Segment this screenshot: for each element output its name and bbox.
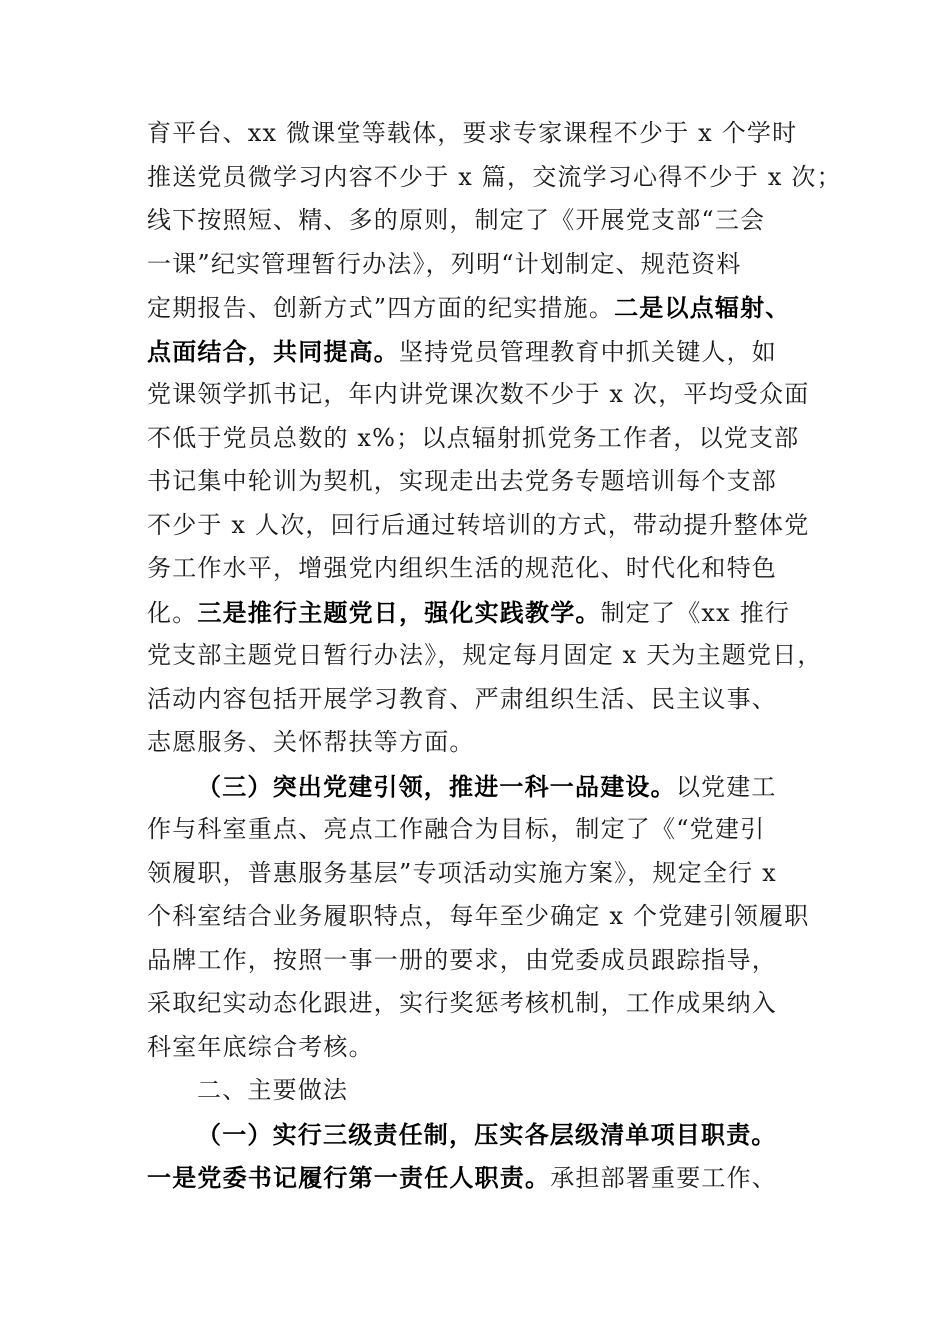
- text-run: 志愿服务、关怀帮扶等方面。: [147, 728, 475, 756]
- text-run: 品牌工作，按照一事一册的要求，由党委成员跟踪指导，: [147, 945, 777, 974]
- text-line: [147, 373, 837, 417]
- text-line: [147, 982, 837, 1026]
- text-run: 党支部主题党日暂行办法》，规定每月固定 x 天为主题党日，: [147, 641, 823, 669]
- text-run: 党课领学抓书记，年内讲党课次数不少于 x 次，平均受众面: [147, 380, 810, 408]
- bold-text-run: （三）突出党建引领，推进一科一品建设。: [197, 771, 676, 801]
- text-run: 不少于 x 人次，回行后通过转培训的方式，带动提升整体党: [147, 510, 810, 539]
- text-line: [147, 1026, 837, 1070]
- text-line: [147, 1113, 837, 1157]
- text-run: 制定了《xx 推行: [600, 598, 791, 627]
- text-run: 二、主要做法: [197, 1076, 349, 1104]
- text-run: 务工作水平，增强党内组织生活的规范化、时代化和特色: [147, 554, 777, 582]
- text-line: [147, 678, 837, 722]
- bold-text-run: （一）实行三级责任制，压实各层级清单项目职责。: [197, 1119, 777, 1149]
- text-line: [147, 852, 837, 896]
- text-line: [147, 808, 837, 852]
- text-run: 采取纪实动态化跟进，实行奖惩考核机制，工作成果纳入: [147, 989, 777, 1017]
- text-run: 书记集中轮训为契机，实现走出去党务专题培训每个支部: [147, 467, 777, 495]
- text-run: 活动内容包括开展学习教育、严肃组织生活、民主议事、: [147, 684, 777, 713]
- text-line: [147, 591, 837, 635]
- text-run: 育平台、xx 微课堂等载体，要求专家课程不少于 x 个学时: [147, 119, 798, 147]
- text-line: [147, 634, 837, 678]
- text-line: [147, 199, 837, 243]
- bold-text-run: 一是党委书记履行第一责任人职责。: [147, 1163, 551, 1192]
- text-line: [147, 504, 837, 548]
- text-line: [147, 156, 842, 200]
- text-run: 个科室结合业务履职特点，每年至少确定 x 个党建引领履职: [147, 902, 810, 930]
- text-line: [147, 1069, 837, 1113]
- text-run: 推送党员微学习内容不少于 x 篇，交流学习心得不少于 x 次；: [147, 162, 842, 191]
- text-line: [147, 286, 837, 330]
- text-run: 领履职，普惠服务基层”专项活动实施方案》，规定全行 x: [147, 858, 777, 887]
- text-line: [147, 895, 837, 939]
- text-line: [147, 939, 837, 983]
- text-run: 坚持党员管理教育中抓关键人，如: [399, 337, 777, 366]
- text-line: [147, 721, 837, 765]
- text-run: 以党建工: [675, 772, 777, 801]
- text-line: [147, 547, 837, 591]
- text-run: 作与科室重点、亮点工作融合为目标，制定了《“党建引: [147, 815, 766, 843]
- text-run: 科室年底综合考核。: [147, 1032, 374, 1061]
- text-run: 化。: [147, 598, 198, 627]
- text-run: 承担部署重要工作、: [550, 1164, 778, 1192]
- text-line: [147, 1156, 837, 1200]
- text-line: [147, 417, 837, 461]
- text-line: [147, 243, 837, 287]
- text-run: 不低于党员总数的 x%；以点辐射抓党务工作者，以党支部: [147, 423, 800, 452]
- text-line: [147, 460, 837, 504]
- text-line: [147, 112, 837, 156]
- text-line: [147, 765, 837, 809]
- text-run: 线下按照短、精、多的原则，制定了《开展党支部“三会: [147, 206, 766, 234]
- bold-text-run: 三是推行主题党日，强化实践教学。: [197, 597, 601, 627]
- text-run: 定期报告、创新方式”四方面的纪实措施。: [147, 294, 615, 322]
- text-line: [147, 330, 837, 374]
- bold-text-run: 二是以点辐射、: [614, 293, 791, 322]
- document-body: [147, 112, 842, 1200]
- bold-text-run: 点面结合，共同提高。: [147, 336, 399, 366]
- text-run: 一课”纪实管理暂行办法》，列明“计划制定、规范资料: [147, 249, 742, 278]
